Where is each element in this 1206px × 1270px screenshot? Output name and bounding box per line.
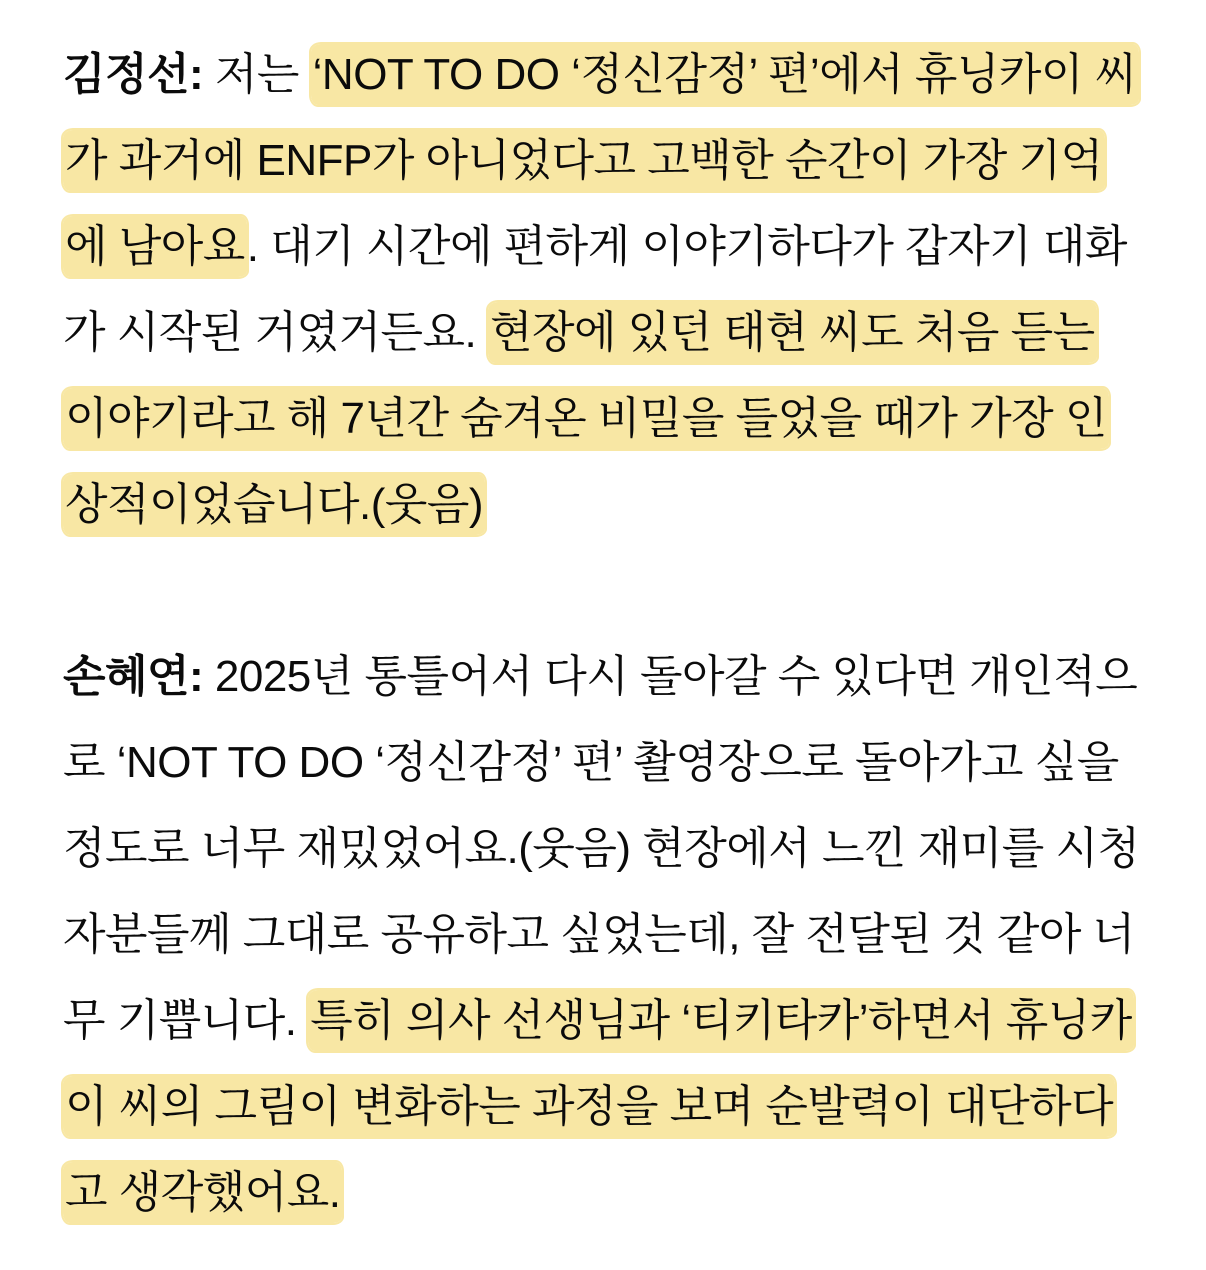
- text-segment: 2025년 통틀어서 다시 돌아갈 수 있다면 개인적으로 ‘NOT TO DO ‘정신감정’ 편’ 촬영장으로 돌아가고 싶을 정도로 너무 재밌었어요.(웃음) 현장에서 느낀 재미를 시청자분들께 그대로 공유하고 싶었는데, 잘 전달된 것 같아 너무 기쁩니다.: [63, 652, 1140, 1045]
- highlighted-text-segment: 특히 의사 선생님과 ‘티키타카’하면서 휴닝카이 씨의 그림이 변화하는 과정을 보며 순발력이 대단하다고 생각했어요.: [63, 990, 1134, 1223]
- speaker-name: 손혜연:: [63, 652, 204, 701]
- highlighted-text-segment: ‘NOT TO DO ‘정신감정’ 편’에서 휴닝카이 씨가 과거에 ENFP가 아니었다고 고백한 순간이 가장 기억에 남아요: [63, 44, 1139, 277]
- article-body: [63, 32, 1142, 1236]
- text-segment: 저는: [203, 50, 311, 99]
- interview-paragraph: [63, 634, 1142, 1236]
- text-segment: . 대기 시간에 편하게 이야기하다가 갑자기 대화가 시작된 거였거든요.: [63, 222, 1127, 357]
- highlighted-text-segment: 현장에 있던 태현 씨도 처음 듣는 이야기라고 해 7년간 숨겨온 비밀을 들었을 때가 가장 인상적이었습니다.(웃음): [63, 302, 1109, 535]
- speaker-name: 김정선:: [63, 50, 204, 99]
- interview-paragraph: [63, 32, 1142, 548]
